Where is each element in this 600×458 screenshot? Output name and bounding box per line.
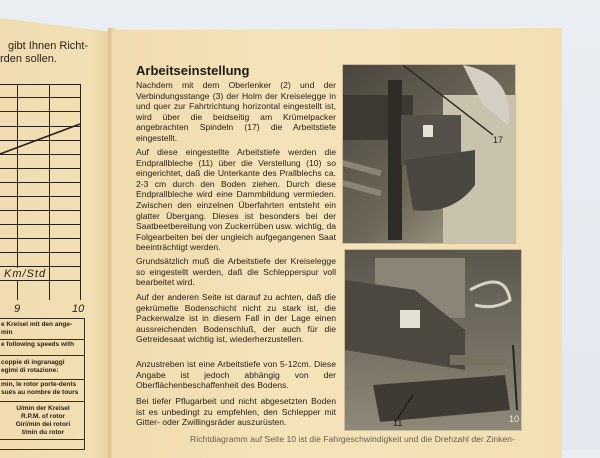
paragraph-2: Auf diese eingestellte Arbeitstiefe werden die Endprallbleche (11) über die Verstellung (10) so eingerichtet, daß die Unterkante des Prallblechs ca. 2-3 cm durch den Boden ziehen. Durch diese Endprallbleche wird eine Dammbildung vermieden. Zwischen den einzelnen Überfahrten entsteht ein glatter Übergang. Dieses ist besonders bei der Saatbeetbereitung von Zuckerrüben usw. wichtig, da Folgearbeiten bei der ungleich aufgegangenen Saat beeinträchtigt werden. <box>136 147 336 253</box>
legend-row-rpm: U/min der Kreisel R.P.M. of rotor Giri/min dei rotori t/min du rotor <box>0 405 85 440</box>
paragraph-6: Bei tiefer Pflugarbeit und nicht abgesetzten Boden ist es unbedingt zu empfehlen, den Schlepper mit Gitter- oder Zwillingsräder auszurüsten. <box>136 396 336 428</box>
paragraph-5: Anzustreben ist eine Arbeitstiefe von 5-12cm. Diese Angabe ist jedoch abhängig von der Oberflächenbeschaffenheit des Bodens. <box>136 359 336 391</box>
legend-row-fr: min, le rotor porte-dents sués au nombre de tours <box>0 381 85 402</box>
callout-10: 10 <box>509 414 520 424</box>
x-tick-9: 9 <box>14 303 21 315</box>
callout-17: 17 <box>493 135 504 145</box>
photo-deflector <box>344 249 522 431</box>
callout-11: 11 <box>393 418 403 428</box>
left-intro-line-1: gibt Ihnen Richt- <box>8 40 89 52</box>
photo-spindle <box>342 64 516 244</box>
legend-table <box>0 318 85 450</box>
legend-row-de: e Kreisel mit den ange- min <box>0 321 85 340</box>
paragraph-1: Nachdem mit dem Oberlenker (2) und der Verbindungsstange (3) der Holm der Kreiselegge in und quer zur Fahrtrichtung horizontal eingestellt ist, wird über die beidseitig am Krümelpacker angebrachten Spindeln (17) die Arbeitstiefe eingestellt. <box>136 80 336 143</box>
left-intro-line-2: rden sollen. <box>0 53 57 65</box>
x-axis-label: Km/Std <box>4 268 47 280</box>
paragraph-3: Grundsätzlich muß die Arbeitstiefe der Kreiselegge so eingestellt werden, daß die Schlepperspur voll bearbeitet wird. <box>136 256 336 288</box>
legend-row-en: e following speeds with <box>0 341 85 356</box>
legend-row-it: coppie di ingranaggi egimi di rotazione: <box>0 359 85 380</box>
footer-line-1: Richtdiagramm auf Seite 10 ist die Fahrgeschwindigkeit und die Drehzahl der Zinken- <box>190 434 515 444</box>
section-heading: Arbeitseinstellung <box>136 63 250 78</box>
x-tick-10: 10 <box>72 303 85 315</box>
paragraph-4: Auf der anderen Seite ist darauf zu achten, daß die gekrümelte Bodenschicht nicht zu stark ist, die Packerwalze ist in diesem Fall in der Lage einen aussreichenden Bodenschluß, der auch für die Getreidesaat wichtig ist, wiederherzustellen. <box>136 292 336 345</box>
